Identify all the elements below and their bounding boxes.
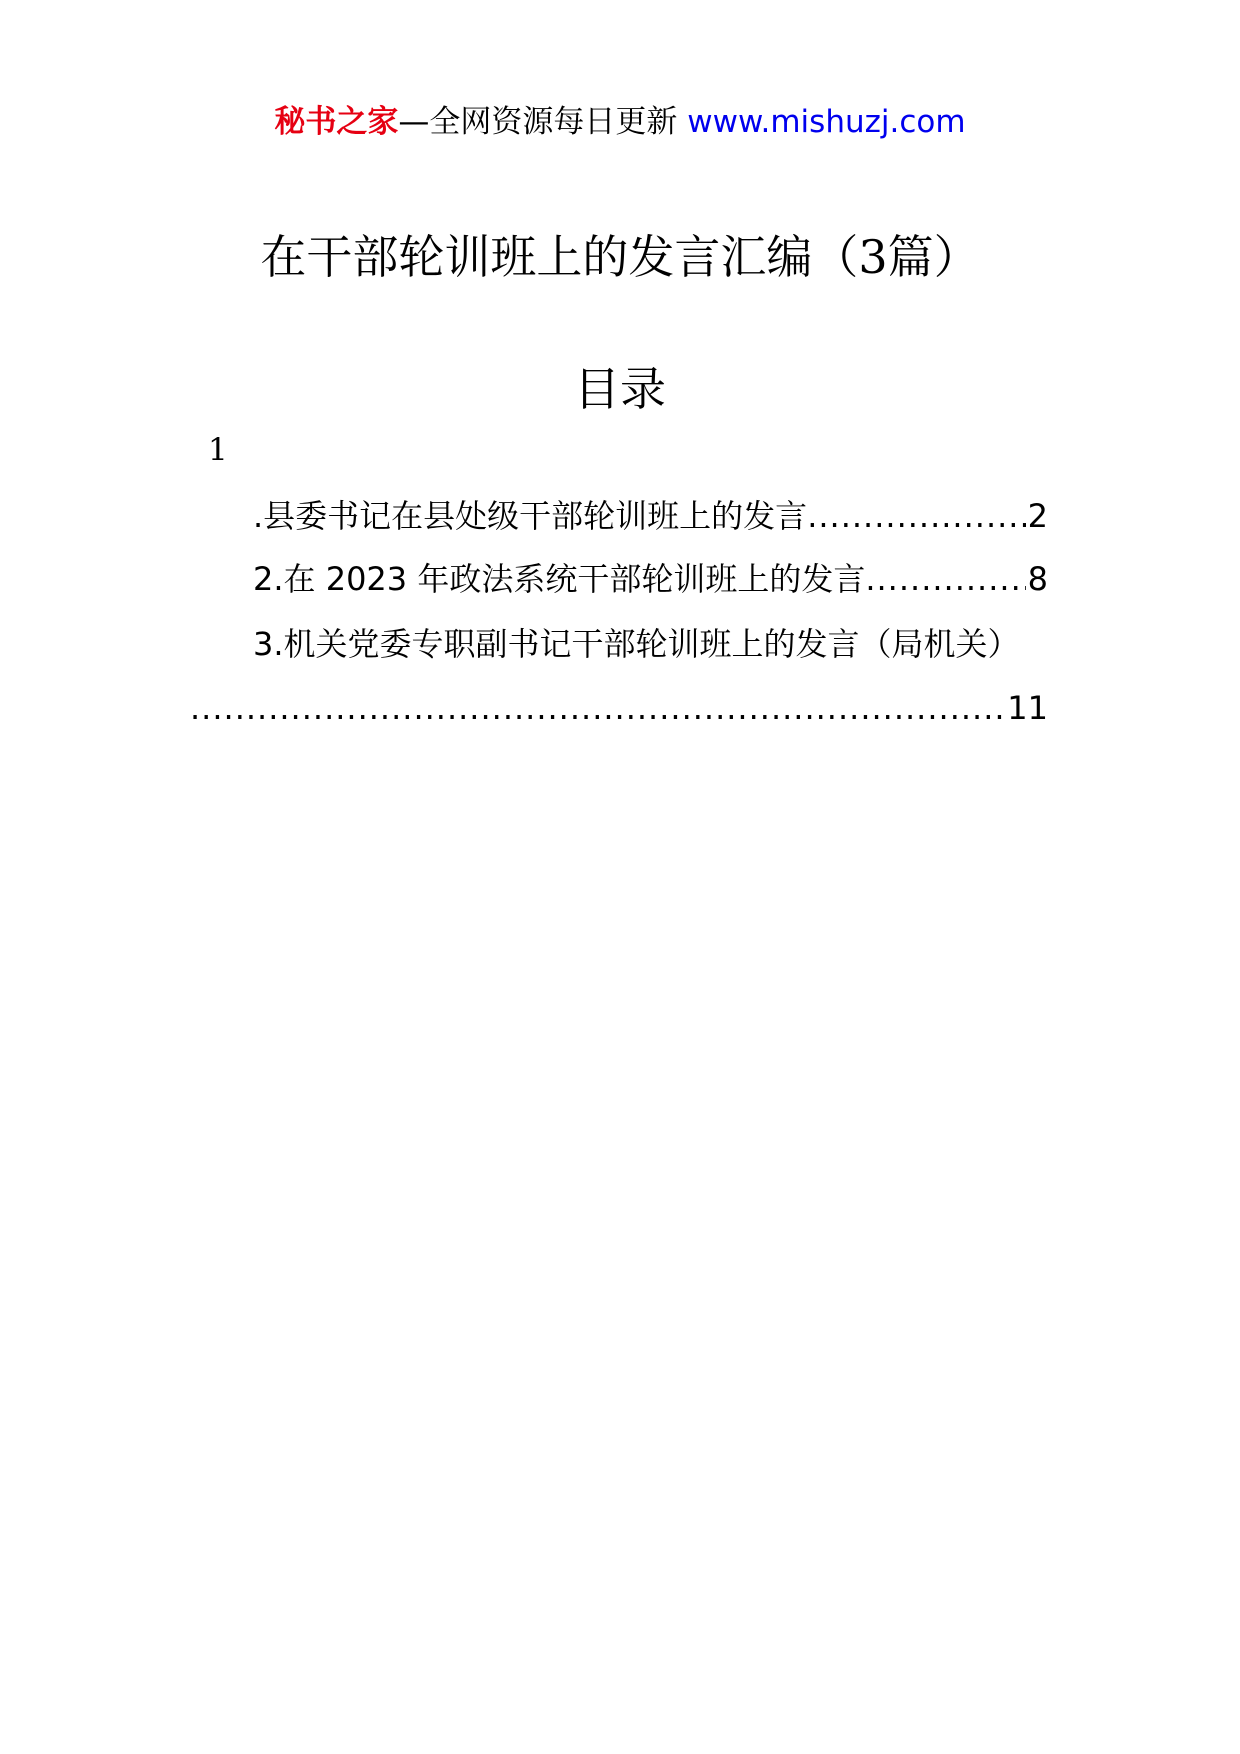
toc-dot-leader xyxy=(865,556,1025,602)
title-prefix: 在干部轮训班上的发言汇编（ xyxy=(260,230,859,284)
toc-heading: 目录 xyxy=(574,362,666,416)
site-slogan: —全网资源每日更新 xyxy=(398,104,688,140)
toc-entry-page: 8 xyxy=(1027,560,1048,598)
brand-name: 秘书之家 xyxy=(274,104,399,140)
toc-entry-3-continuation[interactable] xyxy=(190,685,1048,731)
toc-entry-title: 2.在 2023 年政法系统干部轮训班上的发言 xyxy=(253,560,866,598)
toc-stray-number: 1 xyxy=(208,432,228,468)
toc-entry-page: 11 xyxy=(1007,689,1048,727)
toc-entry-title: 3.机关党委专职副书记干部轮训班上的发言（局机关） xyxy=(253,625,1020,663)
toc-entry-page: 2 xyxy=(1027,497,1048,535)
site-header xyxy=(0,100,1240,144)
toc-dot-leader xyxy=(807,493,1025,539)
document-title xyxy=(0,225,1240,289)
site-url-link[interactable]: www.mishuzj.com xyxy=(687,104,966,140)
title-number: 3 xyxy=(858,230,888,284)
toc-entry-1[interactable] xyxy=(253,493,1048,539)
toc-entry-2[interactable] xyxy=(253,556,1048,602)
title-suffix: 篇） xyxy=(887,230,980,284)
toc-dot-leader xyxy=(190,685,1005,731)
toc-entry-3[interactable] xyxy=(253,621,1048,667)
toc-entry-title: .县委书记在县处级干部轮训班上的发言 xyxy=(253,497,808,535)
